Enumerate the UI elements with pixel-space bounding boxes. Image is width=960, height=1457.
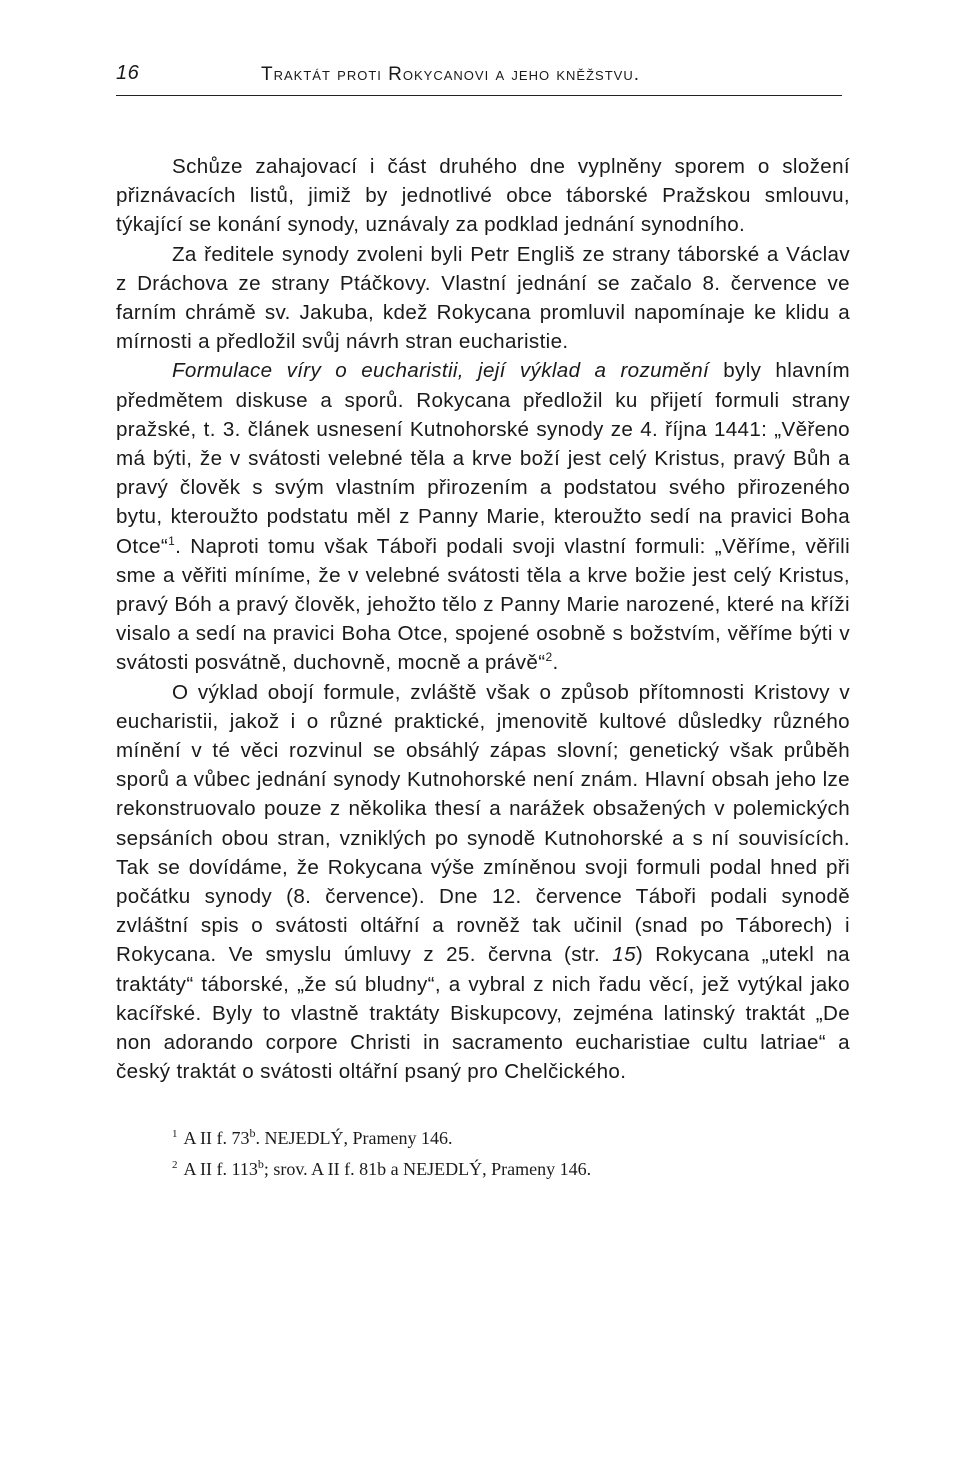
italic-text: Formulace víry o eucharistii, její výklad a rozumění xyxy=(172,359,710,383)
text-run: . Naproti tomu však Táboři podali svoji vlastní formuli: „Věříme, věřili sme a věřiti míníme, že v velebné svátosti těla a krve božie jest celý Kristus, pravý Bóh a pravý člověk, jehožto tělo z Panny Marie narozené, které na kříži visalo a sedí na pravici Boha Otce, spojené osobně s božstvím, věříme býti v svátosti posvátně, duchovně, mocně a právě“ xyxy=(116,534,850,675)
paragraph xyxy=(116,678,850,1087)
footnote-text: A II f. 113 xyxy=(183,1158,258,1179)
header-rule xyxy=(116,95,842,96)
footnote-superscript: b xyxy=(249,1125,256,1140)
page-number: 16 xyxy=(116,62,140,84)
footnote-ref: 2 xyxy=(545,650,553,665)
paragraph xyxy=(116,152,850,240)
running-title: Traktát proti Rokycanovi a jeho kněžstvu. xyxy=(261,64,640,85)
paragraph xyxy=(116,356,850,677)
body-text xyxy=(116,152,850,1087)
text-run: Za ředitele synody zvoleni byli Petr Engliš ze strany táborské a Václav z Dráchova ze strany Ptáčkovy. Vlastní jednání se začalo 8. července ve farním chrámě sv. Jakuba, kdež Rokycana promluvil napomínaje ke klidu a mírnosti a předložil svůj návrh stran eucharistie. xyxy=(116,242,850,354)
footnote xyxy=(172,1152,850,1183)
text-run: byly hlavním předmětem diskuse a sporů. Rokycana předložil ku přijetí formuli strany pražské, t. 3. článek usnesení Kutnohorské synody ze 4. října 1441: „Věřeno má býti, že v svátosti velebné těla a krve boží jest celý Kristus, pravý Bůh a pravý člověk s svým vlastním přirozením a podstatou svého přirozeného bytu, kteroužto podstatu měl z Panny Marie, kteroužto sedí na pravici Boha Otce“ xyxy=(116,359,850,558)
footnote-mark: 2 xyxy=(172,1158,178,1171)
text-run: Schůze zahajovací i část druhého dne vyplněny sporem o složení přiznávacích listů, jimiž by jednotlivé obce táborské Pražskou smlouvu, týkající se konání synody, uznávaly za podklad jednání synodního. xyxy=(116,155,850,237)
paragraph xyxy=(116,240,850,357)
text-run: ) Rokycana „utekl na traktáty“ táborské, „že sú bludny“, a vybral z nich řadu věcí, jež vytýkal jako kacířské. Byly to vlastně traktáty Biskupcovy, zejména latinský traktát „De non adorando corpore Christi in sacramento eucharistiae cultu latriae“ a český traktát o svátosti oltářní psaný pro Chelčického. xyxy=(116,943,850,1084)
text-run: . xyxy=(552,651,559,675)
footnote xyxy=(172,1121,850,1152)
footnote-text: ; srov. A II f. 81b a NEJEDLÝ, Prameny 146. xyxy=(263,1158,592,1179)
footnote-text: A II f. 73 xyxy=(183,1127,250,1148)
footnote-ref: 1 xyxy=(168,533,176,548)
text-run: O výklad obojí formule, zvláště však o způsob přítomnosti Kristovy v eucharistii, jakož i o různé praktické, jmenovitě kultové důsledky různého mínění v té věci rozvinul se obsáhlý zápas slovní; genetický však průběh sporů a vůbec jednání synody Kutnohorské není znám. Hlavní obsah jeho lze rekonstruovalo pouze z několika thesí a narážek obsažených v polemických sepsáních obou stran, vzniklých po synodě Kutnohorské a s ní souvisících. Tak se dovídáme, že Rokycana výše zmíněnou svoji formuli podal hned při počátku synody (8. července). Dne 12. července Táboři podali synodě zvláštní spis o svátosti oltářní a rovněž tak učinil (snad po Táborech) i Rokycana. Ve smyslu úmluvy z 25. června (str. xyxy=(116,680,850,967)
footnote-text: . NEJEDLÝ, Prameny 146. xyxy=(255,1127,453,1148)
footnote-mark: 1 xyxy=(172,1127,178,1140)
page xyxy=(116,58,850,1183)
footnotes xyxy=(116,1121,850,1183)
italic-text: 15 xyxy=(612,943,636,967)
footnote-superscript: b xyxy=(257,1156,264,1171)
footnote-separator xyxy=(116,1087,850,1121)
page-header xyxy=(116,58,850,92)
